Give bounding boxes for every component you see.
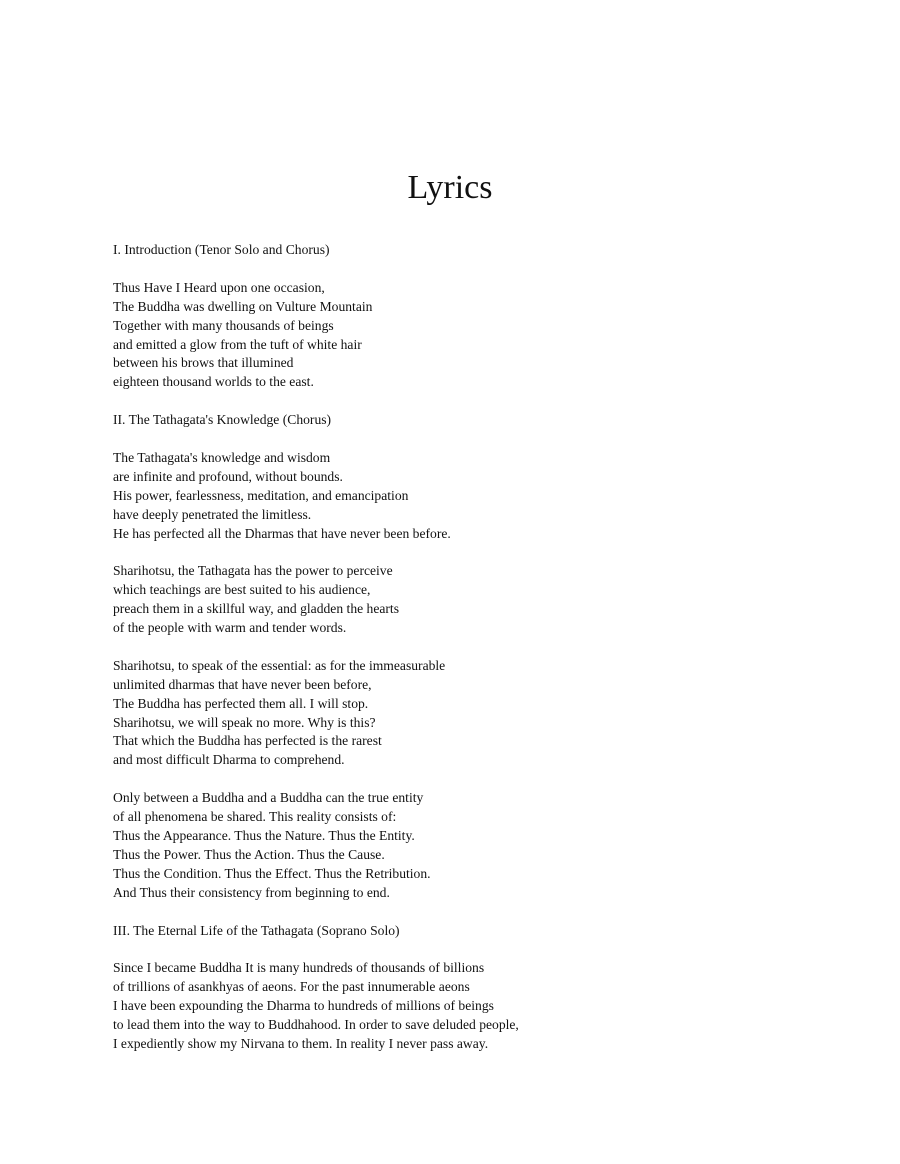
section-heading <box>113 922 873 941</box>
lyric-line: Sharihotsu, we will speak no more. Why is this? <box>113 714 376 730</box>
lyric-line: have deeply penetrated the limitless. <box>113 506 312 522</box>
lyrics-body <box>113 241 873 1073</box>
section-heading <box>113 411 873 430</box>
lyric-line: of the people with warm and tender words. <box>113 620 347 636</box>
lyric-stanza <box>113 959 873 1054</box>
section-heading <box>113 241 873 260</box>
lyric-line: Thus the Appearance. Thus the Nature. Thus the Entity. <box>113 828 415 843</box>
lyric-line: He has perfected all the Dharmas that have never been before. <box>113 525 451 541</box>
lyric-line: The Buddha was dwelling on Vulture Mountain <box>113 298 373 314</box>
lyric-line: III. The Eternal Life of the Tathagata (Soprano Solo) <box>113 922 400 938</box>
lyric-line: between his brows that illumined <box>113 355 294 371</box>
lyric-line: unlimited dharmas that have never been before, <box>113 676 372 692</box>
lyric-line: Since I became Buddha It is many hundreds of thousands of billions <box>113 960 485 976</box>
lyric-line: II. The Tathagata's Knowledge (Chorus) <box>113 412 332 428</box>
lyric-line: which teachings are best suited to his audience, <box>113 582 371 598</box>
lyric-line: Thus Have I Heard upon one occasion, <box>113 279 325 295</box>
lyric-line: of trillions of asankhyas of aeons. For the past innumerable aeons <box>113 979 470 995</box>
lyric-stanza <box>113 657 873 770</box>
lyric-line: His power, fearlessness, meditation, and emancipation <box>113 487 409 503</box>
lyric-line: And Thus their consistency from beginning to end. <box>113 884 390 900</box>
lyric-stanza <box>113 789 873 902</box>
lyric-line: I expediently show my Nirvana to them. In reality I never pass away. <box>113 1035 489 1051</box>
lyric-line: Sharihotsu, to speak of the essential: as for the immeasurable <box>113 657 446 673</box>
lyric-line: The Tathagata's knowledge and wisdom <box>113 449 331 465</box>
lyric-line: Together with many thousands of beings <box>113 317 334 333</box>
lyric-line: are infinite and profound, without bounds. <box>113 468 343 484</box>
lyric-line: preach them in a skillful way, and gladden the hearts <box>113 601 399 617</box>
lyric-line: Thus the Power. Thus the Action. Thus the Cause. <box>113 846 385 862</box>
page-title: Lyrics <box>407 169 493 206</box>
lyric-line: to lead them into the way to Buddhahood. In order to save deluded people, <box>113 1017 519 1033</box>
lyric-stanza <box>113 279 873 392</box>
lyric-line: The Buddha has perfected them all. I will stop. <box>113 695 369 711</box>
lyric-line: Only between a Buddha and a Buddha can the true entity <box>113 790 424 806</box>
lyric-stanza <box>113 562 873 638</box>
lyric-line: That which the Buddha has perfected is the rarest <box>113 733 382 749</box>
lyric-line: Sharihotsu, the Tathagata has the power to perceive <box>113 563 393 579</box>
lyric-stanza <box>113 449 873 544</box>
lyric-line: and most difficult Dharma to comprehend. <box>113 752 345 768</box>
lyric-line: I have been expounding the Dharma to hundreds of millions of beings <box>113 998 494 1014</box>
lyric-line: and emitted a glow from the tuft of white hair <box>113 336 362 352</box>
lyric-line: of all phenomena be shared. This reality consists of: <box>113 809 397 825</box>
lyric-line: eighteen thousand worlds to the east. <box>113 374 314 390</box>
lyric-line: I. Introduction (Tenor Solo and Chorus) <box>113 242 330 257</box>
lyric-line: Thus the Condition. Thus the Effect. Thus the Retribution. <box>113 865 431 881</box>
